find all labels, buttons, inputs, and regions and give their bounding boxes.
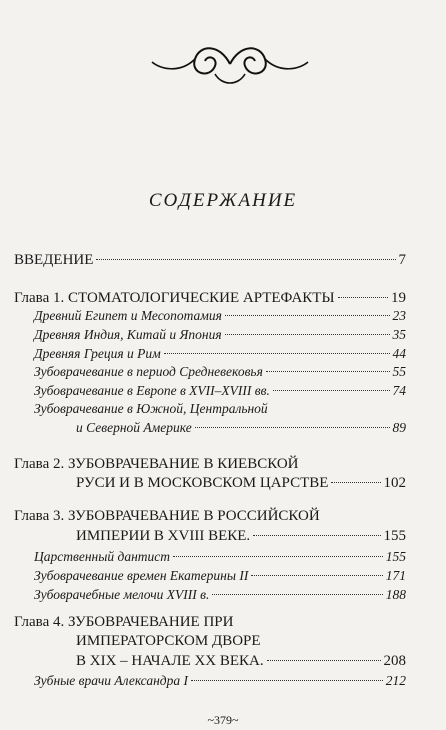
toc-page: 44 [392,346,406,361]
leader-dots [266,370,390,372]
toc-entry-ch3-trifles[interactable] [34,585,406,605]
contents-heading: СОДЕРЖАНИЕ [148,190,298,211]
toc-page: 102 [383,475,406,491]
toc-label: В XIX – НАЧАЛЕ XX ВЕКА. [76,653,264,669]
toc-entry-chapter-3-line1[interactable]: Глава 3. ЗУБОВРАЧЕВАНИЕ В РОССИЙСКОЙ [14,508,320,524]
toc-entry-ch1-egypt[interactable] [34,306,406,326]
leader-dots [273,389,390,391]
toc-label: Царственный дантист [34,549,171,564]
toc-label: Зубные врачи Александра I [34,673,188,688]
leader-dots [225,314,390,316]
leader-dots [212,593,382,595]
leader-dots [195,426,390,428]
toc-page: 23 [392,308,406,323]
toc-page: 208 [383,653,406,669]
toc-entry-ch1-india[interactable] [34,325,406,345]
toc-entry-ch3-dentist[interactable] [34,547,406,567]
toc-label: Древняя Индия, Китай и Япония [34,327,222,342]
leader-dots [173,555,383,557]
toc-entry-chapter-2[interactable] [76,473,406,493]
toc-page: 212 [385,673,406,688]
toc-label: Зубоврачевание в период Средневековья [34,364,263,379]
toc-page: 155 [383,528,406,544]
toc-label: Древняя Греция и Рим [34,346,161,361]
toc-page: 35 [392,327,406,342]
toc-page: 7 [398,252,406,268]
toc-label: Зубоврачебные мелочи XVIII в. [34,587,210,602]
toc-entry-chapter-4-line1[interactable]: Глава 4. ЗУБОВРАЧЕВАНИЕ ПРИ [14,614,234,630]
page-number: ~379~ [207,713,239,727]
leader-dots [164,352,390,354]
toc-page: 155 [385,549,406,564]
toc-entry-ch4-alexander[interactable] [34,671,406,691]
toc-label: Зубоврачевание времен Екатерины II [34,568,249,583]
flourish-ornament-icon [150,34,310,94]
leader-dots [251,574,382,576]
toc-entry-chapter-4-line2[interactable]: ИМПЕРАТОРСКОМ ДВОРЕ [76,633,261,649]
toc-label: и Северной Америке [76,420,192,435]
toc-label: Зубоврачевание в Европе в XVII–XVIII вв. [34,383,270,398]
toc-entry-ch1-greece[interactable] [34,344,406,364]
toc-label: Глава 1. СТОМАТОЛОГИЧЕСКИЕ АРТЕФАКТЫ [14,290,335,306]
toc-label: РУСИ И В МОСКОВСКОМ ЦАРСТВЕ [76,475,329,491]
toc-entry-ch1-america[interactable] [76,418,406,438]
leader-dots [225,333,390,335]
toc-entry-chapter-1[interactable] [14,288,406,308]
toc-label: ИМПЕРИИ В XVIII ВЕКЕ. [76,528,251,544]
leader-dots [267,659,381,661]
leader-dots [96,258,395,260]
toc-entry-ch1-middle-ages[interactable] [34,362,406,382]
toc-entry-ch1-america-line1[interactable]: Зубоврачевание в Южной, Центральной [34,401,268,416]
toc-entry-chapter-2-line1[interactable]: Глава 2. ЗУБОВРАЧЕВАНИЕ В КИЕВСКОЙ [14,456,299,472]
toc-entry-ch1-europe[interactable] [34,381,406,401]
toc-page: 74 [392,383,406,398]
leader-dots [331,481,380,483]
leader-dots [338,296,388,298]
toc-entry-chapter-3[interactable] [76,526,406,546]
toc-page: 171 [385,568,406,583]
toc-page: 55 [392,364,406,379]
toc-entry-intro[interactable] [14,250,406,270]
toc-entry-chapter-4[interactable] [76,651,406,671]
toc-label: ВВЕДЕНИЕ [14,252,94,268]
toc-entry-ch3-catherine[interactable] [34,566,406,586]
toc-label: Древний Египет и Месопотамия [34,308,222,323]
toc-page: 19 [391,290,406,306]
toc-page: 188 [385,587,406,602]
toc-page: 89 [392,420,406,435]
leader-dots [191,679,383,681]
leader-dots [253,534,380,536]
